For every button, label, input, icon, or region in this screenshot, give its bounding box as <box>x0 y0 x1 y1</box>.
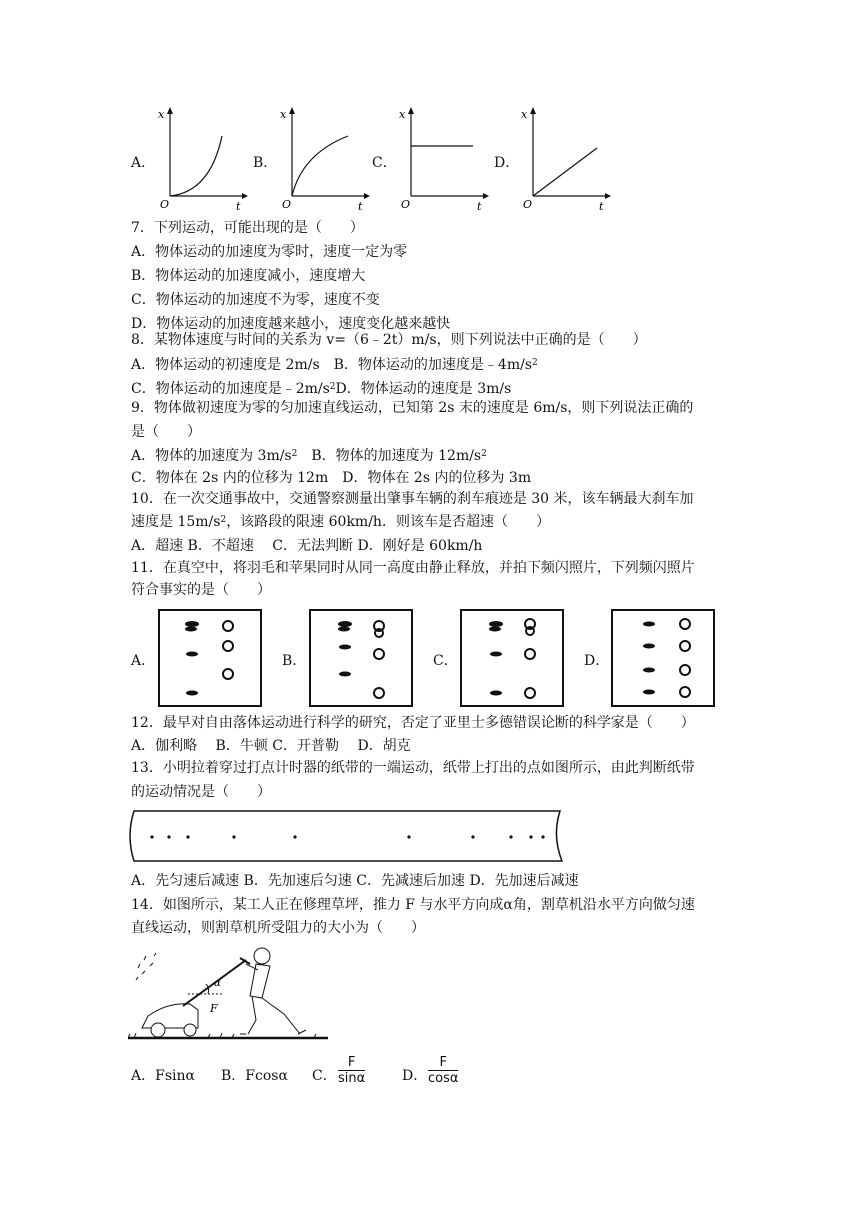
q6d-x-label: x <box>521 108 528 121</box>
q11-stem-2: 符合事实的是（ ） <box>131 582 271 598</box>
q9-stem-2: 是（ ） <box>131 424 201 440</box>
q8-ab-text: A．物体运动的初速度是 2m/s B．物体运动的加速度是﹣4m/s <box>131 357 533 373</box>
frac-c-num: F <box>338 1055 365 1071</box>
q10-stem-1: 10．在一次交通事故中，交通警察测量出肇事车辆的刹车痕迹是 30 米，该车辆最大刹车加 <box>131 491 694 507</box>
q6-graph-c <box>391 104 491 216</box>
q6d-t-label: t <box>599 200 604 213</box>
q10-stem-2b: ，该路段的限速 60km/h．则该车是否超速（ ） <box>226 514 550 530</box>
q8-stem: 8．某物体速度与时间的关系为 v=（6﹣2t）m/s，则下列说法中正确的是（ ） <box>131 332 647 348</box>
q8-cd-sup: 2 <box>329 382 336 392</box>
q14-option-d-label: D． <box>402 1068 428 1084</box>
q11-photo-b <box>309 609 413 707</box>
q12-options: A．伽利略 B．牛顿 C．开普勒 D．胡克 <box>131 738 411 754</box>
q6c-origin: O <box>401 198 411 211</box>
q6-graph-b <box>272 104 372 216</box>
q6-option-b-label: B． <box>253 155 278 171</box>
q6b-t-label: t <box>358 200 363 213</box>
q6a-x-label: x <box>158 108 165 121</box>
q11-option-d-label: D． <box>584 653 610 669</box>
q14-stem-2: 直线运动，则割草机所受阻力的大小为（ ） <box>131 920 425 936</box>
q6b-x-label: x <box>280 108 287 121</box>
q14-alpha-label: α <box>214 978 221 989</box>
q11-photo-d <box>611 609 715 707</box>
q8-cd-d: D．物体运动的速度是 3m/s <box>335 381 512 397</box>
q14-option-d-fraction <box>428 1055 458 1086</box>
q6-graph-d <box>513 104 613 216</box>
q9-ab-b: B．物体的加速度为 12m/s <box>297 448 482 464</box>
q14-option-b: B．Fcosα <box>221 1068 288 1084</box>
q8-options-cd <box>131 380 511 398</box>
q14-force-label: F <box>210 1002 218 1015</box>
q10-stem-sup: 2 <box>220 515 227 525</box>
q9-stem-1: 9．物体做初速度为零的匀加速直线运动，已知第 2s 末的速度是 6m/s，则下列说法正确的 <box>131 400 694 416</box>
q14-stem-1: 14．如图所示，某工人正在修理草坪，推力 F 与水平方向成α角，割草机沿水平方向做匀速 <box>131 897 695 913</box>
q7-option-c: C．物体运动的加速度不为零，速度不变 <box>131 292 380 308</box>
q13-stem-1: 13．小明拉着穿过打点计时器的纸带的一端运动，纸带上打出的点如图所示，由此判断纸带 <box>131 760 695 776</box>
q6-option-d-label: D． <box>494 155 520 171</box>
q14-lawn-mower-figure <box>128 938 338 1048</box>
q11-photo-c-drawing <box>462 611 562 705</box>
frac-d-num: F <box>428 1055 458 1071</box>
q11-photo-a <box>158 609 262 707</box>
q7-option-a: A．物体运动的加速度为零时，速度一定为零 <box>131 244 408 260</box>
q11-photo-c <box>460 609 564 707</box>
q14-option-a: A．Fsinα <box>131 1068 195 1084</box>
q14-option-c-label: C． <box>312 1068 337 1084</box>
q10-stem-2 <box>131 513 550 531</box>
q6a-origin: O <box>160 198 170 211</box>
q6-graph-a <box>150 104 250 216</box>
q6b-origin: O <box>282 198 292 211</box>
q13-options: A．先匀速后减速 B．先加速后匀速 C．先减速后加速 D．先加速后减速 <box>131 873 579 889</box>
frac-c-den: sinα <box>338 1071 366 1086</box>
q13-paper-tape <box>128 806 566 866</box>
q8-cd-c: C．物体运动的加速度是﹣2m/s <box>131 381 330 397</box>
q11-option-b-label: B． <box>282 653 307 669</box>
q9-ab-sup1: 2 <box>291 449 298 459</box>
q9-options-ab <box>131 447 487 465</box>
q9-ab-a: A．物体的加速度为 3m/s <box>131 448 292 464</box>
q9-ab-sup2: 2 <box>481 449 487 459</box>
q6c-x-label: x <box>399 108 406 121</box>
q10-stem-2a: 速度是 15m/s <box>131 514 221 530</box>
q11-photo-d-drawing <box>613 611 713 705</box>
frac-d-den: cosα <box>428 1071 459 1086</box>
q11-stem-1: 11．在真空中，将羽毛和苹果同时从同一高度由静止释放，并拍下频闪照片，下列频闪照片 <box>131 560 695 576</box>
q12-stem: 12．最早对自由落体运动进行科学的研究，否定了亚里士多德错误论断的科学家是（ ） <box>131 715 695 731</box>
q11-photo-a-drawing <box>160 611 260 705</box>
q6c-t-label: t <box>477 200 482 213</box>
q7-option-d: D．物体运动的加速度越来越小，速度变化越来越快 <box>131 316 451 332</box>
q8-options-ab <box>131 356 538 374</box>
q11-option-c-label: C． <box>433 653 458 669</box>
q7-stem: 7．下列运动，可能出现的是（ ） <box>131 220 364 236</box>
q13-stem-2: 的运动情况是（ ） <box>131 784 271 800</box>
q6-option-a-label: A． <box>131 155 156 171</box>
q10-options: A．超速 B．不超速 C．无法判断 D．刚好是 60km/h <box>131 538 483 554</box>
q7-option-b: B．物体运动的加速度减小，速度增大 <box>131 268 366 284</box>
q8-ab-sup: 2 <box>532 358 538 368</box>
q6a-t-label: t <box>236 200 241 213</box>
q6d-origin: O <box>523 198 533 211</box>
q9-options-cd: C．物体在 2s 内的位移为 12m D．物体在 2s 内的位移为 3m <box>131 470 532 486</box>
q14-option-c-fraction <box>338 1055 365 1086</box>
q6-option-c-label: C． <box>372 155 397 171</box>
q11-photo-b-drawing <box>311 611 411 705</box>
q11-option-a-label: A． <box>131 653 156 669</box>
